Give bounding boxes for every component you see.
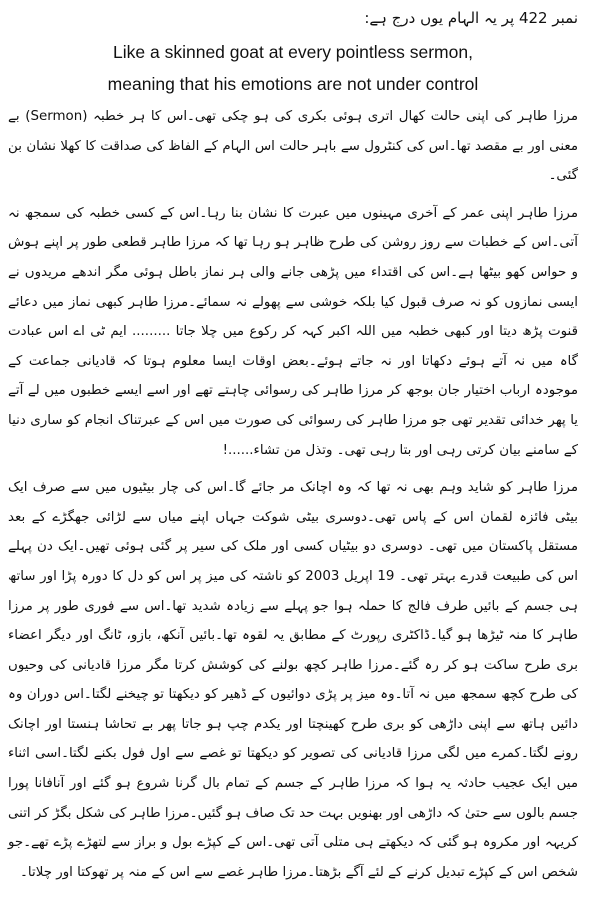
english-quote-line-1: Like a skinned goat at every pointless sermon, xyxy=(113,42,473,62)
heading: نمبر 422 پر یہ الہام یوں درج ہے: xyxy=(364,9,578,27)
paragraph-1: مرزا طاہر کی اپنی حالت کھال اتری ہوئی بکری کی ہو چکی تھی۔اس کا ہر خطبہ (Sermon) بے معنی اور بے مقصد تھا۔اس کی کنٹرول سے باہر حالت اس الہام کے الفاظ کی صداقت کا کھلا نشان بن گئی۔ xyxy=(8,109,578,184)
english-quote-line-2: meaning that his emotions are not under control xyxy=(107,74,479,94)
paragraph-2: مرزا طاہر اپنی عمر کے آخری مہینوں میں عبرت کا نشان بنا رہا۔اس کے کسی خطبہ کی سمجھ نہ آتی۔اس کے خطبات سے روز روشن کی طرح ظاہر ہو رہا تھا کہ مرزا طاہر قطعی طور پر اپنے ہوش و حواس کھو بیٹھا ہے۔اس کی اقتداء میں پڑھی جانے والی ہر نماز باطل ہوئی مگر اندھے مریدوں نے ایسی نمازوں کو نہ صرف قبول کیا بلکہ خوشی سے پھولے نہ سمائے۔مرزا طاہر کبھی نماز میں دعائے قنوت پڑھ دیتا اور کبھی خطبہ میں اللہ اکبر کہہ کر رکوع میں چلا جاتا ......... ایم ٹی اے اس عبادت گاہ میں نہ آتے ہوئے دکھاتا اور نہ جاتے ہوئے۔بعض اوقات ایسا معلوم ہوتا کہ قادیانی جماعت کے موجودہ ارباب اختیار جان بوجھ کر مرزا طاہر کی رسوائی چاہتے تھے اور اسے ایسے خطبوں میں لے آتے یا پھر خدائی تقدیر تھی جو مرزا طاہر کی رسوائی کی صورت میں اس کے عبرتناک انجام کو ساری دنیا کے سامنے بیان کرتی رہی اور بتا رہی تھی۔ وتذل من تشاء......! xyxy=(8,205,578,458)
paragraph-3: مرزا طاہر کو شاید وہم بھی نہ تھا کہ وہ اچانک مر جائے گا۔اس کی چار بیٹیوں میں سے صرف ایک بیٹی فائزہ لقمان اس کے پاس تھی۔دوسری بیٹی شوکت جہاں اپنے میاں سے لڑائی جھگڑے کے بعد مستقل پاکستان میں تھی۔ دوسری دو بیٹیاں کسی اور ملک کی سیر پر گئی ہوئی تھیں۔ایک دن پہلے اس کی طبیعت قدرے بہتر تھی۔ 19 اپریل 2003 کو ناشتہ کی میز پر اس کو دل کا دورہ پڑا اور ساتھ ہی جسم کے بائیں طرف فالج کا حملہ ہوا جو پہلے سے زیادہ شدید تھا۔اس سے فوری طور پر مرزا طاہر کا منہ ٹیڑھا ہو گیا۔ڈاکٹری رپورٹ کے مطابق یہ لقوہ تھا۔بائیں آنکھ، بازو، ٹانگ اور دیگر اعضاء بری طرح ساکت ہو کر رہ گئے۔مرزا طاہر کچھ بولنے کی کوشش کرتا مگر مرزا قادیانی کی وحیوں کی طرح کچھ سمجھ میں نہ آتا۔وہ میز پر پڑی دوائیوں کے ڈھیر کو دیکھتا تو چیخنے لگتا۔اس دوران وہ دائیں ہاتھ سے اپنی داڑھی کو بری طرح کھینچتا اور یکدم چپ ہو جاتا پھر بے تحاشا ہنستا اور اچانک رونے لگتا۔کمرے میں لگی مرزا قادیانی کی تصویر کو دیکھتا تو غصے سے اول فول بکنے لگتا۔اسی اثناء میں ایک عجیب حادثہ یہ ہوا کہ مرزا طاہر کے جسم کے تمام بال گرنا شروع ہو گئے اور آنافانا پورا جسم بالوں سے حتیٰ کہ داڑھی اور بھنویں بہت حد تک صاف ہو گئیں۔مرزا طاہر کی شکل بگڑ کر اتنی کریہہ اور مکروہ ہو گئی کہ دیکھتے ہی متلی آتی تھی۔اس کے کپڑے بول و براز سے لتھڑے پڑے تھے۔جو شخص اس کے کپڑے تبدیل کرنے کے لئے آگے بڑھتا۔مرزا طاہر غصے سے اس کے منہ پر تھوکتا اور چلاتا۔ xyxy=(8,480,579,880)
